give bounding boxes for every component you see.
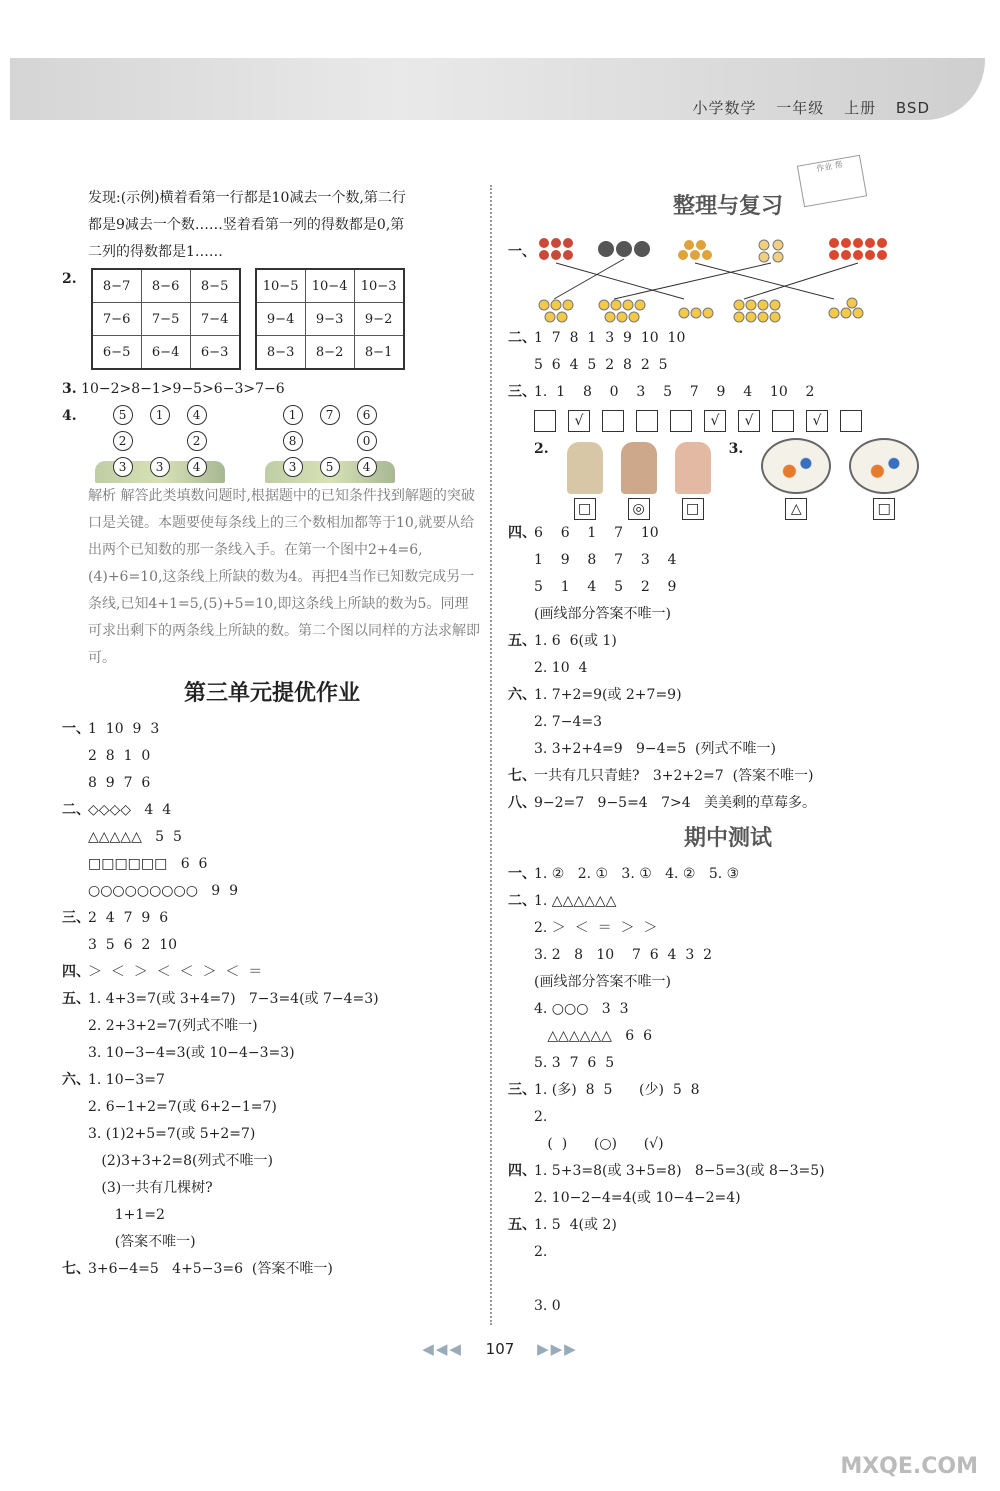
answer-line: 二、◇◇◇◇ 4 4: [62, 802, 172, 818]
next-arrows: ▶▶▶: [537, 1340, 578, 1358]
figure-1: 5 1 4 2 2 3 3 4: [95, 403, 225, 483]
column-divider: [490, 185, 492, 1325]
answer-line: 四、6 6 1 7 10: [508, 525, 659, 541]
q3-line: 3. 10−2>8−1>9−5>6−3>7−6: [62, 381, 285, 397]
grid-2: 10−5 10−4 10−3 9−4 9−3 9−2 8−3 8−2 8−1: [255, 268, 405, 370]
watermark: MXQE.COM: [840, 1454, 978, 1479]
answer-line: (2)3+3+2=8(列式不唯一): [88, 1153, 273, 1169]
answer-line: 六、1. 10−3=7: [62, 1072, 165, 1088]
q2-label: 2.: [62, 271, 77, 287]
answer-line: 3. 2 8 10 7 6 4 3 2: [534, 947, 713, 963]
review-answers-2: [508, 520, 948, 817]
check-box: [602, 410, 624, 432]
answer-line: 5 1 4 5 2 9: [534, 579, 677, 595]
page-number: 107: [485, 1340, 515, 1358]
answer-line: (3)一共有几棵树?: [88, 1180, 213, 1196]
answer-line: ○○○○○○○○○ 9 9: [88, 883, 239, 899]
matching-lines-figure: [534, 229, 934, 325]
deer-picture: [675, 442, 711, 494]
answer-line: 七、一共有几只青蛙? 3+2+2=7 (答案不唯一): [508, 768, 814, 784]
answer-line: 七、3+6−4=5 4+5−3=6 (答案不唯一): [62, 1261, 333, 1277]
grade: 一年级: [776, 99, 825, 117]
check-box: [636, 410, 658, 432]
subject: 小学数学: [692, 99, 757, 117]
left-column: [62, 185, 482, 1283]
prev-arrows: ◀◀◀: [422, 1340, 463, 1358]
check-box: [772, 410, 794, 432]
q4-label: 4.: [62, 408, 77, 424]
answer-line: 三、1. (多) 8 5 (少) 5 8: [508, 1082, 700, 1098]
bear-picture: [621, 442, 657, 494]
edition: BSD: [895, 99, 930, 117]
matching-figure: 一、: [508, 229, 948, 325]
answer-line: 2. 2+3+2=7(列式不唯一): [88, 1018, 258, 1034]
answer-line: 2. 10−2−4=4(或 10−4−2=4): [534, 1190, 741, 1206]
midterm-answers: [508, 861, 948, 1320]
answer-line: 一、1 10 9 3: [62, 721, 160, 737]
check-box: √: [806, 410, 828, 432]
answer-line: 八、9−2=7 9−5=4 7>4 美美剩的草莓多。: [508, 795, 816, 811]
section-title-unit3: 第三单元提优作业: [183, 681, 360, 706]
rabbit-picture: [567, 442, 603, 494]
answer-line: 5 6 4 5 2 8 2 5: [534, 357, 668, 373]
answer-line: 2.: [534, 1109, 548, 1125]
check-box: [670, 410, 692, 432]
answer-line: 2. 6−1+2=7(或 6+2−1=7): [88, 1099, 277, 1115]
answer-line: 1+1=2: [88, 1207, 165, 1223]
right-column: [508, 185, 948, 1320]
number-figures: [95, 403, 395, 483]
answer-line: △△△△△△ 6 6: [534, 1028, 653, 1044]
answer-line: 4. ○○○ 3 3: [534, 1001, 629, 1017]
answer-line: 四、1. 5+3=8(或 3+5=8) 8−5=3(或 8−3=5): [508, 1163, 825, 1179]
answer-line: 四、＞ ＜ ＞ ＜ ＜ ＞ ＜ ＝: [62, 964, 263, 980]
page-footer: [0, 1340, 1000, 1358]
answer-line: (画线部分答案不唯一): [534, 974, 671, 990]
answer-line: 1 9 8 7 3 4: [534, 552, 677, 568]
answer-line: 5. 3 7 6 5: [534, 1055, 615, 1071]
check-box: √: [704, 410, 726, 432]
review-answers-1: [508, 325, 948, 406]
fishbowl-2: [849, 438, 919, 494]
header-info: [679, 97, 931, 118]
answer-line: 3. 3+2+4=9 9−4=5 (列式不唯一): [534, 741, 776, 757]
check-box: [534, 410, 556, 432]
explanation: 解析 解答此类填数问题时,根据题中的已知条件找到解题的突破口是关键。本题要使每条线上的三个数相加都等于10,就要从给出两个已知数的那一条线入手。在第一个图中2+4=6,(4)+6=10,这条线上所缺的数为4。再把4当作已知数完成另一条线,已知4+1=5,(5)+5=10,即这条线上所缺的数为5。同理可求出剩下的两条线上所缺的数。第二个图以同样的方法求解即可。: [88, 488, 480, 666]
answer-line: 二、1. △△△△△△: [508, 893, 617, 909]
answer-line: 3. (1)2+5=7(或 5+2=7): [88, 1126, 256, 1142]
answer-line: 3. 10−3−4=3(或 10−4−3=3): [88, 1045, 295, 1061]
answer-line: 2. 7−4=3: [534, 714, 602, 730]
answer-line: 一、1. ② 2. ① 3. ① 4. ② 5. ③: [508, 866, 740, 882]
fishbowl-1: [761, 438, 831, 494]
answer-line: 3 5 6 2 10: [88, 937, 178, 953]
check-box: √: [568, 410, 590, 432]
picture-questions: 2. □ ◎ □ 3. △ □: [534, 436, 948, 520]
answer-line: 2 8 1 0: [88, 748, 151, 764]
answer-line: (画线部分答案不唯一): [534, 606, 671, 622]
answer-line: 二、1 7 8 1 3 9 10 10: [508, 330, 686, 346]
answer-line: 五、1. 6 6(或 1): [508, 633, 617, 649]
answer-line: 三、2 4 7 9 6: [62, 910, 169, 926]
answer-line: (答案不唯一): [88, 1234, 196, 1250]
answer-line: 8 9 7 6: [88, 775, 151, 791]
answer-line: 2. ＞ ＜ ＝ ＞ ＞: [534, 920, 658, 936]
grid-1: 8−7 8−6 8−5 7−6 7−5 7−4 6−5 6−4 6−3: [91, 268, 241, 370]
answer-line: [508, 1266, 948, 1293]
check-box: √: [738, 410, 760, 432]
volume: 上册: [844, 99, 877, 117]
answer-line: 三、1. 1 8 0 3 5 7 9 4 10 2: [508, 384, 815, 400]
answer-line: □□□□□□ 6 6: [88, 856, 208, 872]
check-box: [840, 410, 862, 432]
stamp-logo: 作业 帮: [797, 155, 867, 207]
answer-line: 六、1. 7+2=9(或 2+7=9): [508, 687, 682, 703]
answer-line: 五、1. 5 4(或 2): [508, 1217, 617, 1233]
answer-line: ( ) (○) (√): [534, 1136, 664, 1152]
section-title-review: 整理与复习: [672, 194, 783, 219]
section-title-midterm: 期中测试: [683, 826, 772, 851]
unit3-answers: [62, 716, 482, 1283]
answer-line: 2. 10 4: [534, 660, 588, 676]
answer-line: 3. 0: [534, 1298, 561, 1314]
answer-line: 2.: [534, 1244, 548, 1260]
answer-line: △△△△△ 5 5: [88, 829, 182, 845]
figure-2: 1 7 6 8 0 3 5 4: [265, 403, 395, 483]
check-boxes: [534, 406, 948, 436]
answer-line: 五、1. 4+3=7(或 3+4=7) 7−3=4(或 7−4=3): [62, 991, 379, 1007]
intro-text: 发现:(示例)横着看第一行都是10减去一个数,第二行 都是9减去一个数……竖着看第一列的得数都是0,第 二列的得数都是1……: [88, 190, 406, 260]
